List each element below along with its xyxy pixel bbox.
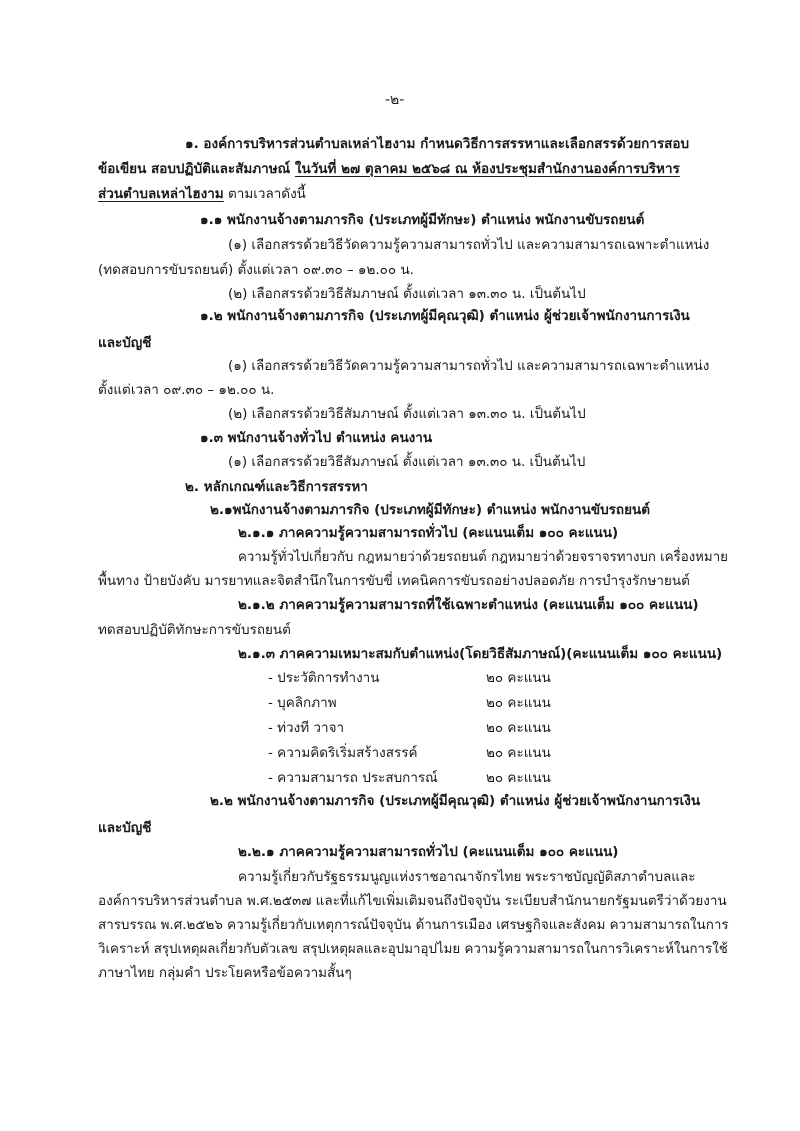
sub2-2-1-heading: ๒.๒.๑ ภาคความรู้ความสามารถทั่วไป (คะแนนเต็ม ๑๐๐ คะแนน) (238, 844, 619, 860)
section2-heading: ๒. หลักเกณฑ์และวิธีการสรรหา (185, 479, 368, 495)
criteria-score: ๒๐ คะแนน (486, 745, 551, 761)
sub1-1-item2: (๒) เลือกสรรด้วยวิธีสัมภาษณ์ ตั้งแต่เวลา ๑๓.๓๐ น. เป็นต้นไป (228, 286, 586, 302)
sub1-3-item1: (๑) เลือกสรรด้วยวิธีสัมภาษณ์ ตั้งแต่เวลา ๑๓.๓๐ น. เป็นต้นไป (228, 454, 586, 470)
section1-line2 (98, 159, 680, 179)
sub2-1-2-line1: ทดสอบปฏิบัติทักษะการขับรถยนต์ (98, 622, 291, 638)
sub1-1-heading: ๑.๑ พนักงานจ้างตามภารกิจ (ประเภทผู้มีทักษะ) ตำแหน่ง พนักงานขับรถยนต์ (200, 212, 645, 228)
criteria-label: - ท่วงที วาจา (268, 720, 345, 736)
section1-line3-underlined: ส่วนตำบลเหล่าไฮงาม (98, 186, 224, 202)
sub2-2-1-line4: วิเคราะห์ สรุปเหตุผลเกี่ยวกับตัวเลข สรุปเหตุผลและอุปมาอุปไมย ความรู้ความสามารถในการวิเคราะห์ในการใช้ (98, 941, 728, 957)
sub1-2-heading-line1: ๑.๒ พนักงานจ้างตามภารกิจ (ประเภทผู้มีคุณวุฒิ) ตำแหน่ง ผู้ช่วยเจ้าพนักงานการเงิน (200, 308, 690, 324)
section1-line2-text: ข้อเขียน สอบปฏิบัติและสัมภาษณ์ (98, 161, 295, 177)
section1-line3 (98, 184, 306, 204)
section1-line2-underlined: ในวันที่ ๒๗ ตุลาคม ๒๕๖๘ ณ ห้องประชุมสำนักงานองค์การบริหาร (294, 161, 680, 177)
page-number: -๒- (385, 92, 405, 108)
sub1-3-heading: ๑.๓ พนักงานจ้างทั่วไป ตำแหน่ง คนงาน (200, 430, 433, 446)
sub2-2-1-line2: องค์การบริหารส่วนตำบล พ.ศ.๒๕๓๗ และที่แก้ไขเพิ่มเติมจนถึงปัจจุบัน ระเบียบสำนักนายกรัฐมนตรีว่าด้วยงาน (98, 893, 727, 909)
sub2-1-1-line2: พื้นทาง ป้ายบังคับ มารยาทและจิตสำนึกในการขับขี่ เทคนิคการขับรถอย่างปลอดภัย การบำรุงรักษายนต์ (98, 573, 690, 589)
sub2-2-1-line5: ภาษาไทย กลุ่มคำ ประโยคหรือข้อความสั้นๆ (98, 965, 352, 981)
sub1-2-item2: (๒) เลือกสรรด้วยวิธีสัมภาษณ์ ตั้งแต่เวลา ๑๓.๓๐ น. เป็นต้นไป (228, 406, 586, 422)
criteria-score: ๒๐ คะแนน (486, 720, 551, 736)
sub2-1-2-heading: ๒.๑.๒ ภาคความรู้ความสามารถที่ใช้เฉพาะตำแหน่ง (คะแนนเต็ม ๑๐๐ คะแนน) (238, 597, 699, 613)
sub1-1-item1-line2: (ทดสอบการขับรถยนต์) ตั้งแต่เวลา ๐๙.๓๐ – ๑๒.๐๐ น. (98, 262, 414, 278)
sub2-2-heading-line2: และบัญชี (98, 820, 152, 836)
sub2-2-1-line3: สารบรรณ พ.ศ.๒๕๒๖ ความรู้เกี่ยวกับเหตุการณ์ปัจจุบัน ด้านการเมือง เศรษฐกิจและสังคม ความสามารถในการ (98, 917, 729, 933)
criteria-score: ๒๐ คะแนน (486, 670, 551, 686)
section1-line3-text: ตามเวลาดังนี้ (223, 186, 306, 202)
sub2-1-1-heading: ๒.๑.๑ ภาคความรู้ความสามารถทั่วไป (คะแนนเต็ม ๑๐๐ คะแนน) (238, 525, 619, 541)
criteria-label: - ความสามารถ ประสบการณ์ (268, 770, 438, 786)
section1-line1: ๑. องค์การบริหารส่วนตำบลเหล่าไฮงาม กำหนดวิธีการสรรหาและเลือกสรรด้วยการสอบ (185, 136, 690, 152)
sub1-1-item1-line1: (๑) เลือกสรรด้วยวิธีวัดความรู้ความสามารถทั่วไป และความสามารถเฉพาะตำแหน่ง (228, 237, 710, 253)
sub2-1-3-heading: ๒.๑.๓ ภาคความเหมาะสมกับตำแหน่ง(โดยวิธีสัมภาษณ์)(คะแนนเต็ม ๑๐๐ คะแนน) (238, 646, 723, 662)
sub1-2-item1-line2: ตั้งแต่เวลา ๐๙.๓๐ – ๑๒.๐๐ น. (98, 382, 275, 398)
criteria-label: - ความคิดริเริ่มสร้างสรรค์ (268, 745, 418, 761)
sub2-2-heading-line1: ๒.๒ พนักงานจ้างตามภารกิจ (ประเภทผู้มีคุณวุฒิ) ตำแหน่ง ผู้ช่วยเจ้าพนักงานการเงิน (210, 793, 701, 809)
criteria-score: ๒๐ คะแนน (486, 695, 551, 711)
sub1-2-item1-line1: (๑) เลือกสรรด้วยวิธีวัดความรู้ความสามารถทั่วไป และความสามารถเฉพาะตำแหน่ง (228, 358, 710, 374)
sub2-1-heading: ๒.๑พนักงานจ้างตามภารกิจ (ประเภทผู้มีทักษะ) ตำแหน่ง พนักงานขับรถยนต์ (210, 502, 650, 518)
criteria-label: - ประวัติการทำงาน (268, 670, 380, 686)
sub2-1-1-line1: ความรู้ทั่วไปเกี่ยวกับ กฎหมายว่าด้วยรถยนต์ กฎหมายว่าด้วยจราจรทางบก เครื่องหมาย (238, 549, 728, 565)
sub1-2-heading-line2: และบัญชี (98, 335, 152, 351)
criteria-score: ๒๐ คะแนน (486, 770, 551, 786)
sub2-2-1-line1: ความรู้เกี่ยวกับรัฐธรรมนูญแห่งราชอาณาจักรไทย พระราชบัญญัติสภาตำบลและ (238, 869, 696, 885)
criteria-label: - บุคลิกภาพ (268, 695, 337, 711)
